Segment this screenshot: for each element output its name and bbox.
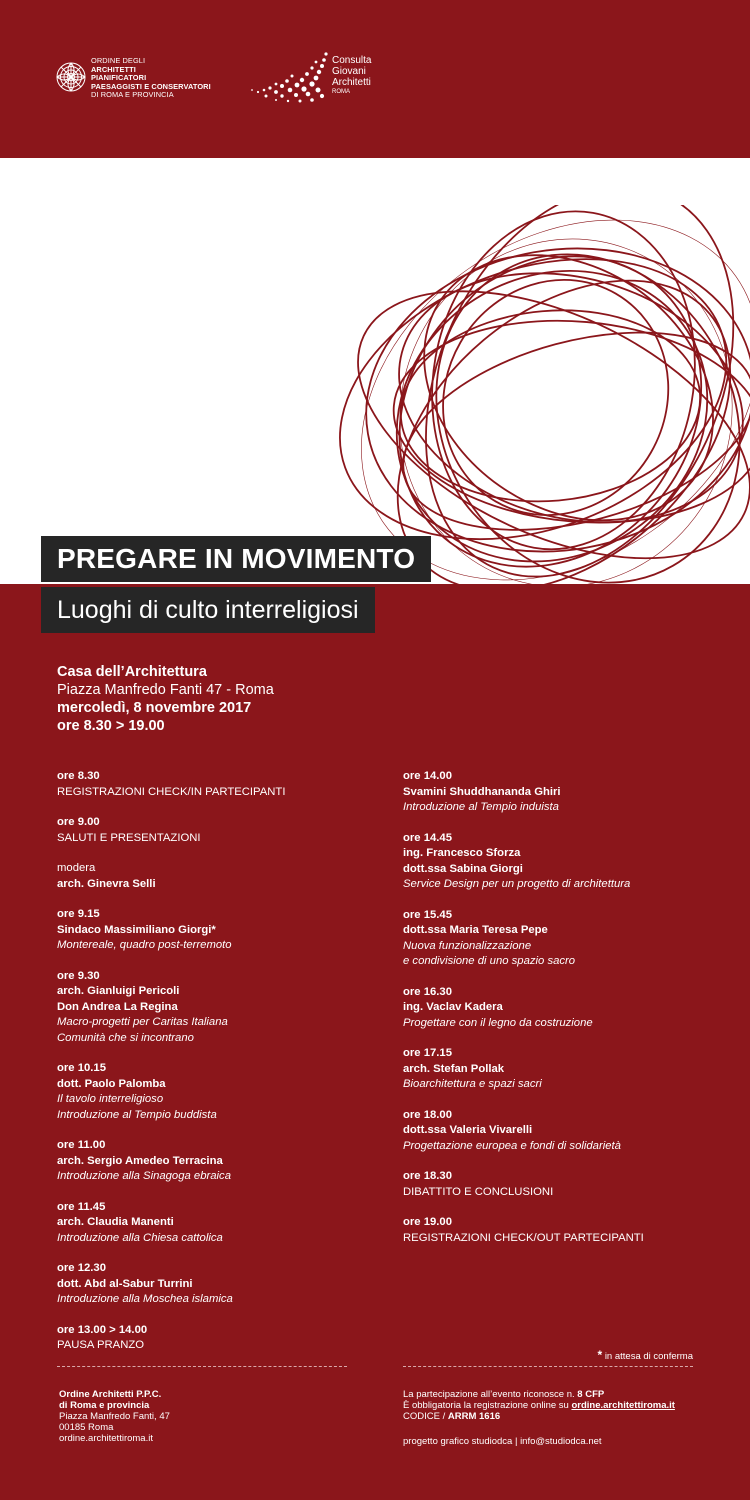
program-entry <box>403 769 743 816</box>
entry-time: ore 19.00 <box>403 1216 452 1228</box>
consulta-line: Consulta <box>332 55 372 66</box>
entry-talk: e condivisione di uno spazio sacro <box>403 955 576 967</box>
event-date: mercoledì, 8 novembre 2017 <box>57 700 252 716</box>
entry-time: ore 11.00 <box>57 1139 106 1151</box>
footer-left <box>59 1389 170 1444</box>
program-entry <box>57 769 397 800</box>
footer-org: di Roma e provincia <box>59 1400 150 1411</box>
program-entry <box>57 861 397 892</box>
entry-time: ore 10.15 <box>57 1062 106 1074</box>
venue-info <box>57 663 274 735</box>
note-text: in attesa di conferma <box>604 1351 693 1362</box>
ordine-line: PAESAGGISTI E CONSERVATORI <box>91 81 211 91</box>
program-entry <box>403 1046 743 1093</box>
entry-time: ore 14.45 <box>403 831 452 844</box>
entry-time: ore 9.00 <box>57 816 100 828</box>
code-value: ARRM 1616 <box>447 1411 501 1422</box>
entry-time: ore 14.00 <box>403 770 452 782</box>
ordine-logo <box>55 57 255 107</box>
consulta-city: ROMA <box>332 89 350 95</box>
ordine-line: PIANIFICATORI <box>91 73 147 83</box>
registration-label: È obbligatoria la registrazione online su <box>403 1400 569 1411</box>
wave-dots-icon <box>246 50 330 110</box>
entry-talk: Introduzione al Tempio buddista <box>57 1108 217 1121</box>
consulta-logo-text <box>332 55 371 96</box>
footer-city: 00185 Roma <box>59 1422 114 1433</box>
entry-speaker: dott.ssa Valeria Vivarelli <box>403 1124 533 1136</box>
code-label: CODICE / <box>403 1411 446 1422</box>
entry-time: ore 8.30 <box>57 770 100 782</box>
entry-time: ore 16.30 <box>403 985 452 998</box>
entry-time: ore 17.15 <box>403 1047 452 1059</box>
program-entry <box>403 985 743 1032</box>
subtitle-box <box>41 587 375 633</box>
entry-speaker: arch. Ginevra Selli <box>57 877 156 890</box>
cfp-line <box>403 1389 675 1400</box>
program-entry <box>57 969 397 1047</box>
consulta-line: Architetti <box>332 77 371 88</box>
divider-left <box>57 1366 347 1367</box>
entry-speaker: Don Andrea La Regina <box>57 1000 178 1013</box>
program-entry <box>403 831 743 893</box>
cfp-label: La partecipazione all’evento riconosce n. <box>403 1389 575 1400</box>
program-entry <box>403 1215 743 1246</box>
entry-label: SALUTI E PRESENTAZIONI <box>57 831 201 844</box>
entry-talk: Comunità che si incontrano <box>57 1031 194 1044</box>
entry-talk: Introduzione alla Moschea islamica <box>57 1293 233 1305</box>
note-star: * <box>597 1348 603 1362</box>
entry-speaker: dott.ssa Sabina Giorgi <box>403 862 523 875</box>
venue-name: Casa dell’Architettura <box>57 664 207 680</box>
program-right-column <box>403 769 743 1261</box>
entry-speaker: arch. Gianluigi Pericoli <box>57 985 180 997</box>
footer-right <box>403 1389 675 1447</box>
entry-speaker: arch. Stefan Pollak <box>403 1062 505 1075</box>
design-credit: progetto grafico studiodca | info@studiodca.net <box>403 1436 602 1447</box>
entry-label: PAUSA PRANZO <box>57 1339 145 1351</box>
entry-talk: Bioarchitettura e spazi sacri <box>403 1078 542 1090</box>
program-entry <box>57 1323 397 1354</box>
ordine-line: ARCHITETTI <box>91 64 136 74</box>
entry-time: ore 18.30 <box>403 1170 452 1182</box>
entry-label: REGISTRAZIONI CHECK/IN PARTECIPANTI <box>57 785 286 798</box>
registration-line <box>403 1400 675 1411</box>
venue-address: Piazza Manfredo Fanti 47 - Roma <box>57 682 274 698</box>
entry-time: ore 9.15 <box>57 908 100 920</box>
entry-speaker: ing. Vaclav Kadera <box>403 1001 503 1013</box>
entry-time: ore 15.45 <box>403 908 452 921</box>
entry-talk: Progettazione europea e fondi di solidarietà <box>403 1139 621 1152</box>
title-box <box>41 536 431 582</box>
code-line <box>403 1411 675 1422</box>
entry-talk: Macro-progetti per Caritas Italiana <box>57 1016 228 1028</box>
program-entry <box>57 1138 397 1185</box>
entry-speaker: dott. Abd al-Sabur Turrini <box>57 1277 193 1290</box>
program-entry <box>57 907 397 954</box>
entry-talk: Nuova funzionalizzazione <box>403 939 532 952</box>
program-entry <box>57 1261 397 1308</box>
entry-talk: Introduzione al Tempio induista <box>403 801 559 813</box>
program-entry <box>403 1108 743 1155</box>
entry-speaker: dott. Paolo Palomba <box>57 1077 166 1090</box>
page-subtitle: Luoghi di culto interreligiosi <box>57 595 359 624</box>
entry-speaker: Svamini Shuddhananda Ghiri <box>403 785 561 798</box>
entry-label: modera <box>57 862 96 874</box>
ordine-logo-text <box>91 57 211 100</box>
rosette-icon <box>55 57 87 97</box>
entry-time: ore 9.30 <box>57 969 100 982</box>
entry-talk: Il tavolo interreligioso <box>57 1093 164 1105</box>
entry-time: ore 18.00 <box>403 1108 452 1121</box>
entry-talk: Progettare con il legno da costruzione <box>403 1016 593 1029</box>
entry-talk: Service Design per un progetto di architettura <box>403 878 631 890</box>
note <box>598 1348 694 1362</box>
program-entry <box>57 1200 397 1247</box>
entry-speaker: dott.ssa Maria Teresa Pepe <box>403 924 548 936</box>
footer-web-link[interactable]: ordine.architettiroma.it <box>59 1433 153 1444</box>
entry-talk: Introduzione alla Sinagoga ebraica <box>57 1170 231 1182</box>
registration-link[interactable]: ordine.architettiroma.it <box>571 1400 675 1411</box>
entry-time: ore 12.30 <box>57 1262 106 1274</box>
event-hours: ore 8.30 > 19.00 <box>57 718 165 734</box>
scribble-illustration <box>320 205 750 585</box>
program-entry <box>57 815 397 846</box>
consulta-logo <box>246 50 386 110</box>
ordine-line: DI ROMA E PROVINCIA <box>91 90 174 100</box>
entry-speaker: ing. Francesco Sforza <box>403 847 521 859</box>
entry-time: ore 13.00 > 14.00 <box>57 1323 148 1336</box>
ordine-line: ORDINE DEGLI <box>91 56 146 65</box>
footer-org: Ordine Architetti P.P.C. <box>59 1389 162 1400</box>
entry-speaker: arch. Claudia Manenti <box>57 1216 174 1228</box>
entry-speaker: Sindaco Massimiliano Giorgi* <box>57 923 216 936</box>
entry-talk: Introduzione alla Chiesa cattolica <box>57 1231 223 1244</box>
program-entry <box>403 908 743 970</box>
cfp-value: 8 CFP <box>577 1389 605 1400</box>
consulta-line: Giovani <box>332 66 366 77</box>
program-left-column <box>57 769 397 1369</box>
divider-right <box>403 1366 693 1367</box>
entry-speaker: arch. Sergio Amedeo Terracina <box>57 1154 223 1167</box>
page-title: PREGARE IN MOVIMENTO <box>57 543 416 574</box>
footer-street: Piazza Manfredo Fanti, 47 <box>59 1411 170 1422</box>
entry-talk: Montereale, quadro post-terremoto <box>57 939 232 951</box>
entry-time: ore 11.45 <box>57 1200 106 1213</box>
entry-label: REGISTRAZIONI CHECK/OUT PARTECIPANTI <box>403 1231 644 1244</box>
program-entry <box>403 1169 743 1200</box>
entry-label: DIBATTITO E CONCLUSIONI <box>403 1185 554 1198</box>
program-entry <box>57 1061 397 1123</box>
